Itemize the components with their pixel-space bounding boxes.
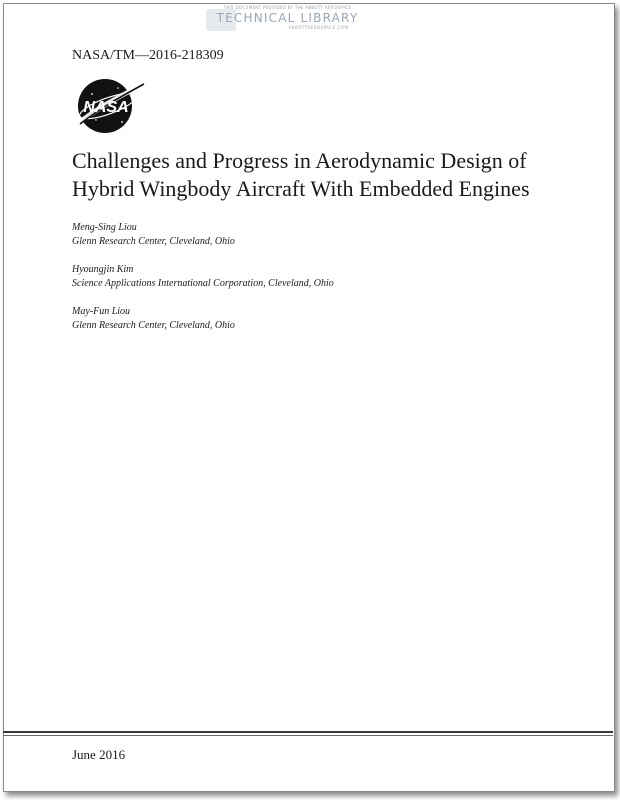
publication-date: June 2016 bbox=[72, 747, 126, 762]
footer-rule-thin bbox=[3, 735, 613, 736]
watermark-bottom-text: ABBOTTAEROSPACE.COM bbox=[288, 25, 349, 30]
author-affiliation: Glenn Research Center, Cleveland, Ohio bbox=[72, 320, 235, 331]
author-affiliation: Glenn Research Center, Cleveland, Ohio bbox=[72, 236, 235, 247]
watermark bbox=[200, 3, 375, 33]
nasa-logo-icon bbox=[74, 76, 148, 136]
author-name: Hyoungjin Kim bbox=[72, 264, 134, 275]
author-block-2 bbox=[72, 263, 552, 291]
author-name: May-Fun Liou bbox=[72, 306, 131, 317]
author-name: Meng-Sing Liou bbox=[72, 222, 137, 233]
footer-rule-thick bbox=[3, 731, 613, 733]
document-title bbox=[72, 147, 592, 203]
document-title-line-1: Challenges and Progress in Aerodynamic Design of bbox=[72, 148, 527, 173]
author-block-1 bbox=[72, 221, 552, 249]
author-block-3 bbox=[72, 305, 552, 333]
watermark-main-text: TECHNICAL LIBRARY bbox=[216, 11, 359, 25]
watermark-top-text: THIS DOCUMENT PROVIDED BY THE ABBOTT AEROSPACE bbox=[223, 5, 352, 10]
report-number: NASA/TM—2016-218309 bbox=[72, 48, 224, 63]
document-title-line-2: Hybrid Wingbody Aircraft With Embedded Engines bbox=[72, 176, 530, 201]
nasa-logo-text: NASA bbox=[83, 99, 129, 116]
author-affiliation: Science Applications International Corporation, Cleveland, Ohio bbox=[72, 278, 334, 289]
